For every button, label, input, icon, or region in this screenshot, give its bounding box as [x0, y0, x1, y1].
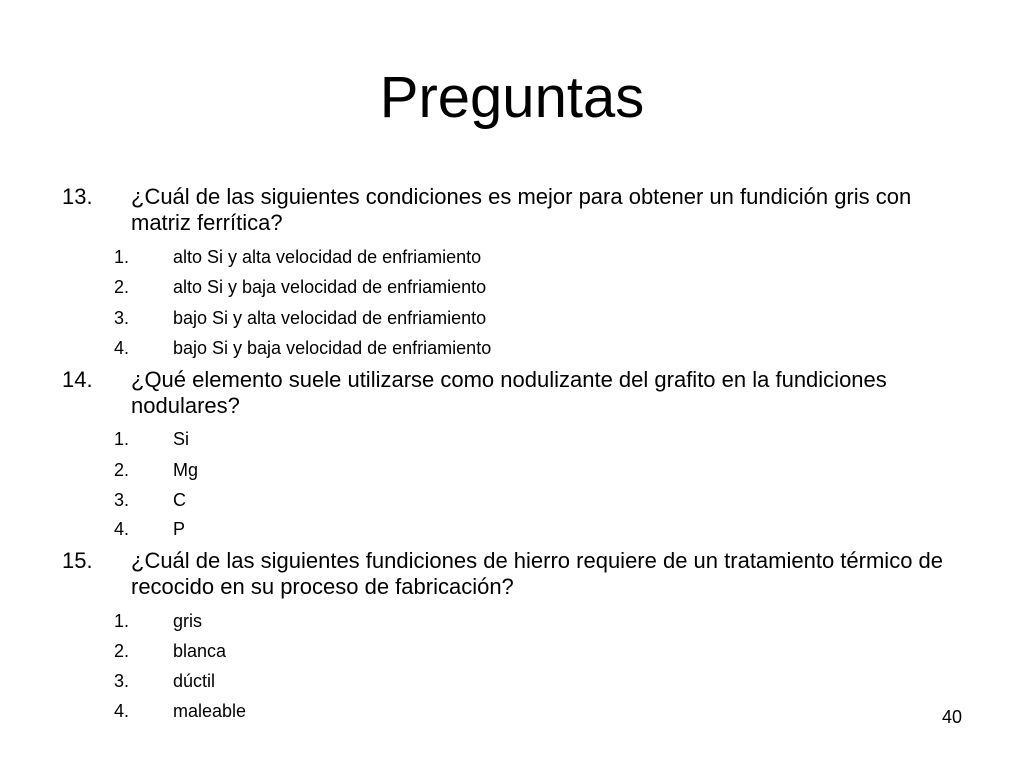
option-number: 3.: [114, 490, 130, 510]
option-number: 4.: [114, 338, 130, 358]
option-number: 1.: [114, 429, 130, 449]
option-text: dúctil: [173, 671, 216, 691]
option-number: 1.: [114, 247, 130, 267]
option-text: C: [173, 490, 186, 510]
slide-title: Preguntas: [379, 65, 645, 130]
question-text: ¿Cuál de las siguientes fundiciones de hierro requiere de un tratamiento térmico de recocido en su proceso de fabricación?: [131, 548, 944, 599]
option-number: 1.: [114, 611, 130, 631]
option-text: alto Si y alta velocidad de enfriamiento: [173, 247, 482, 267]
question-text: ¿Cuál de las siguientes condiciones es mejor para obtener un fundición gris con matriz ferrítica?: [131, 184, 912, 235]
option-number: 4.: [114, 701, 130, 721]
option-text: Mg: [173, 460, 199, 480]
option-text: blanca: [173, 641, 227, 661]
question-text: ¿Qué elemento suele utilizarse como nodulizante del grafito en la fundiciones nodulares?: [131, 367, 887, 418]
option-text: bajo Si y baja velocidad de enfriamiento: [173, 338, 492, 358]
option-text: bajo Si y alta velocidad de enfriamiento: [173, 308, 487, 328]
option-text: Si: [173, 429, 190, 449]
option-number: 4.: [114, 519, 130, 539]
option-text: alto Si y baja velocidad de enfriamiento: [173, 277, 487, 297]
question-number: 15.: [62, 548, 93, 573]
option-text: maleable: [173, 701, 247, 721]
question-number: 13.: [62, 184, 93, 209]
option-number: 3.: [114, 308, 130, 328]
option-text: P: [173, 519, 186, 539]
question-13: [62, 184, 962, 236]
option-number: 2.: [114, 460, 130, 480]
question-15: [62, 548, 962, 600]
question-14: [62, 367, 962, 419]
option-number: 2.: [114, 641, 130, 661]
option-text: gris: [173, 611, 203, 631]
question-number: 14.: [62, 367, 93, 392]
page-number: 40: [941, 707, 962, 727]
option-number: 2.: [114, 277, 130, 297]
option-number: 3.: [114, 671, 130, 691]
